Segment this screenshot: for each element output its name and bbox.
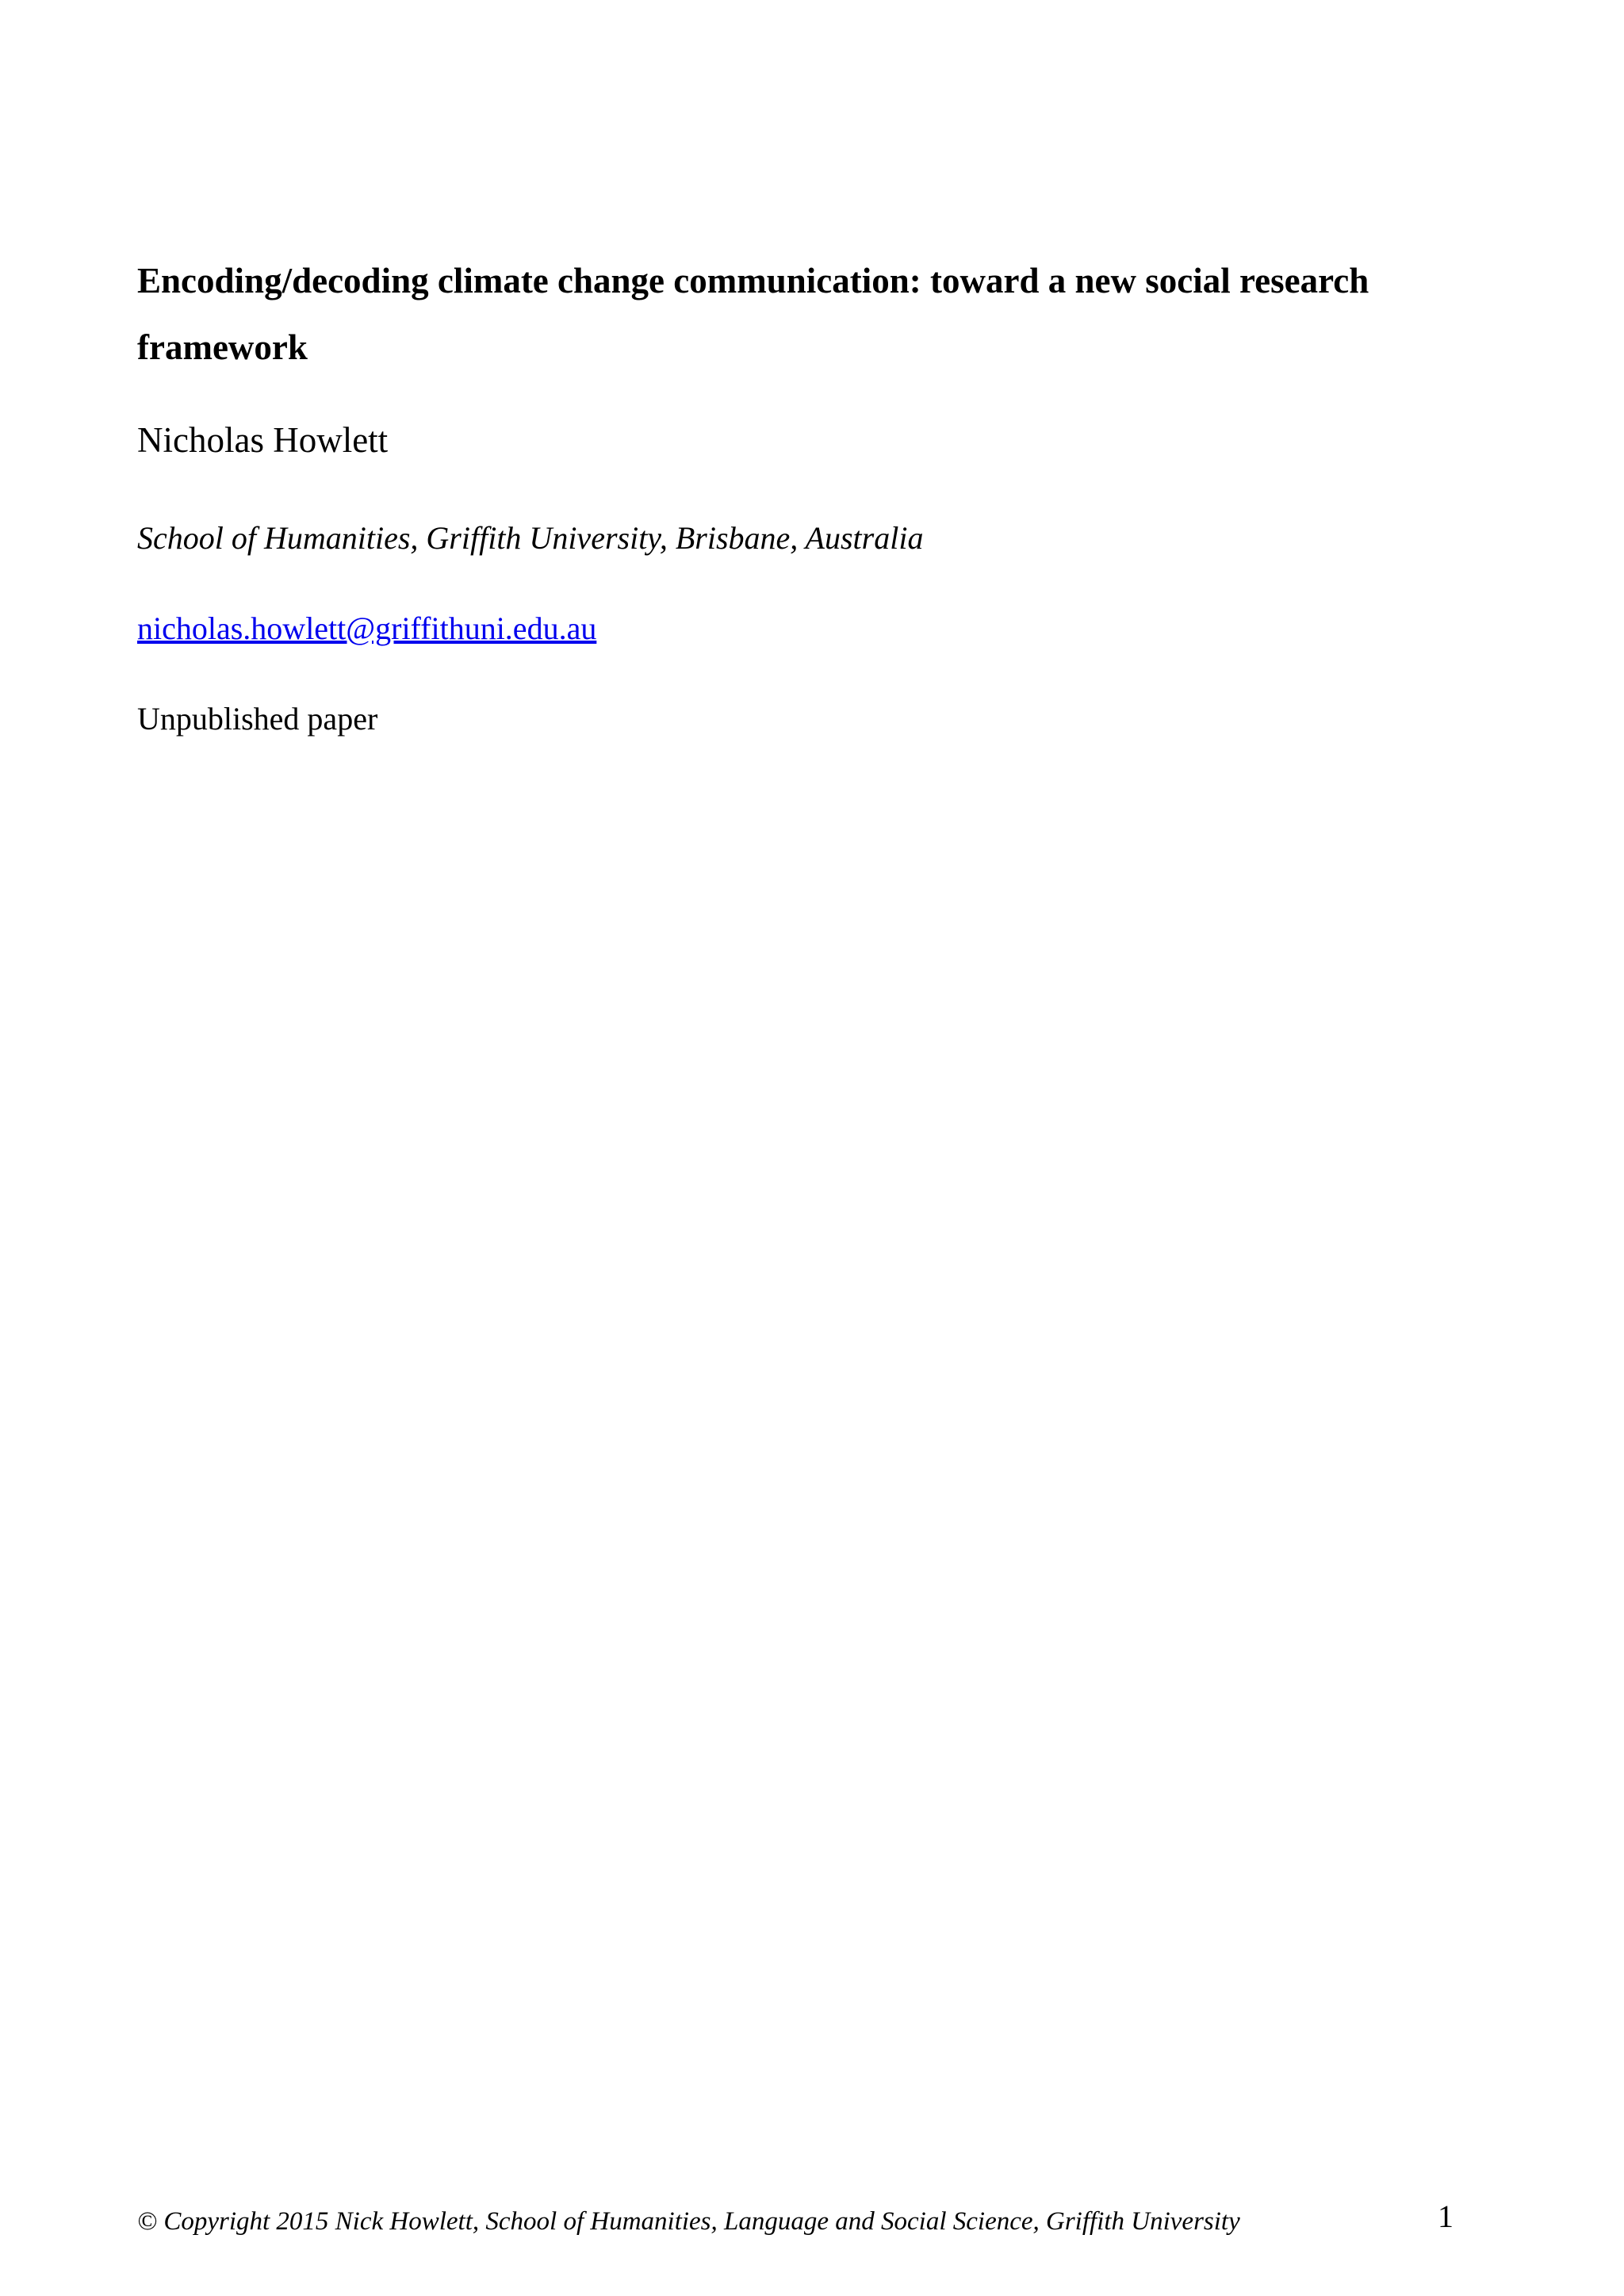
paper-title: Encoding/decoding climate change communication: toward a new social research framework: [137, 261, 1369, 367]
page-footer: [137, 2199, 1454, 2239]
copyright-notice: © Copyright 2015 Nick Howlett, School of Humanities, Language and Social Science, Griffith University: [137, 2207, 1240, 2236]
author-affiliation: School of Humanities, Griffith University, Brisbane, Australia: [137, 520, 924, 556]
author-name: Nicholas Howlett: [137, 420, 389, 460]
author-email-link[interactable]: nicholas.howlett@griffithuni.edu.au: [137, 610, 597, 646]
publication-status: Unpublished paper: [137, 701, 378, 737]
page-number: 1: [1438, 2198, 1454, 2234]
